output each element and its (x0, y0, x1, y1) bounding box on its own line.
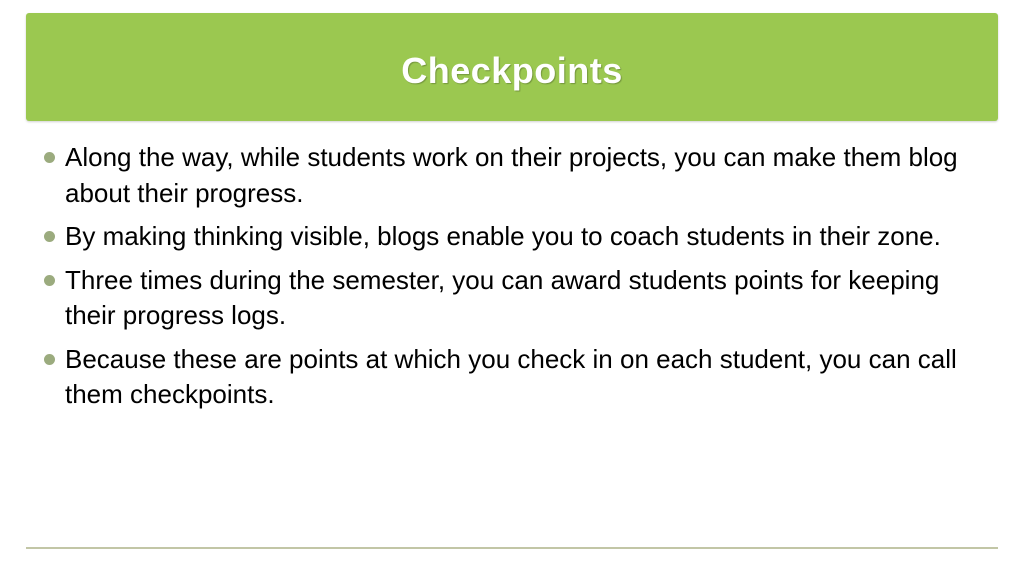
slide-title: Checkpoints (401, 50, 623, 91)
bullet-dot-icon (44, 231, 55, 242)
bullet-dot-icon (44, 354, 55, 365)
bullet-item (40, 342, 990, 413)
bullet-list (40, 140, 990, 421)
bullet-dot-icon (44, 152, 55, 163)
bullet-item (40, 263, 990, 334)
bullet-text: Three times during the semester, you can award students points for keeping their progress logs. (65, 264, 940, 330)
bullet-item (40, 219, 990, 255)
title-bar (26, 13, 998, 121)
bullet-text: Along the way, while students work on their projects, you can make them blog about their progress. (65, 142, 958, 208)
bullet-text: By making thinking visible, blogs enable you to coach students in their zone. (65, 221, 941, 251)
bullet-item (40, 140, 990, 211)
bullet-text: Because these are points at which you check in on each student, you can call them checkpoints. (65, 343, 957, 409)
bullet-dot-icon (44, 275, 55, 286)
footer-divider (26, 547, 998, 549)
